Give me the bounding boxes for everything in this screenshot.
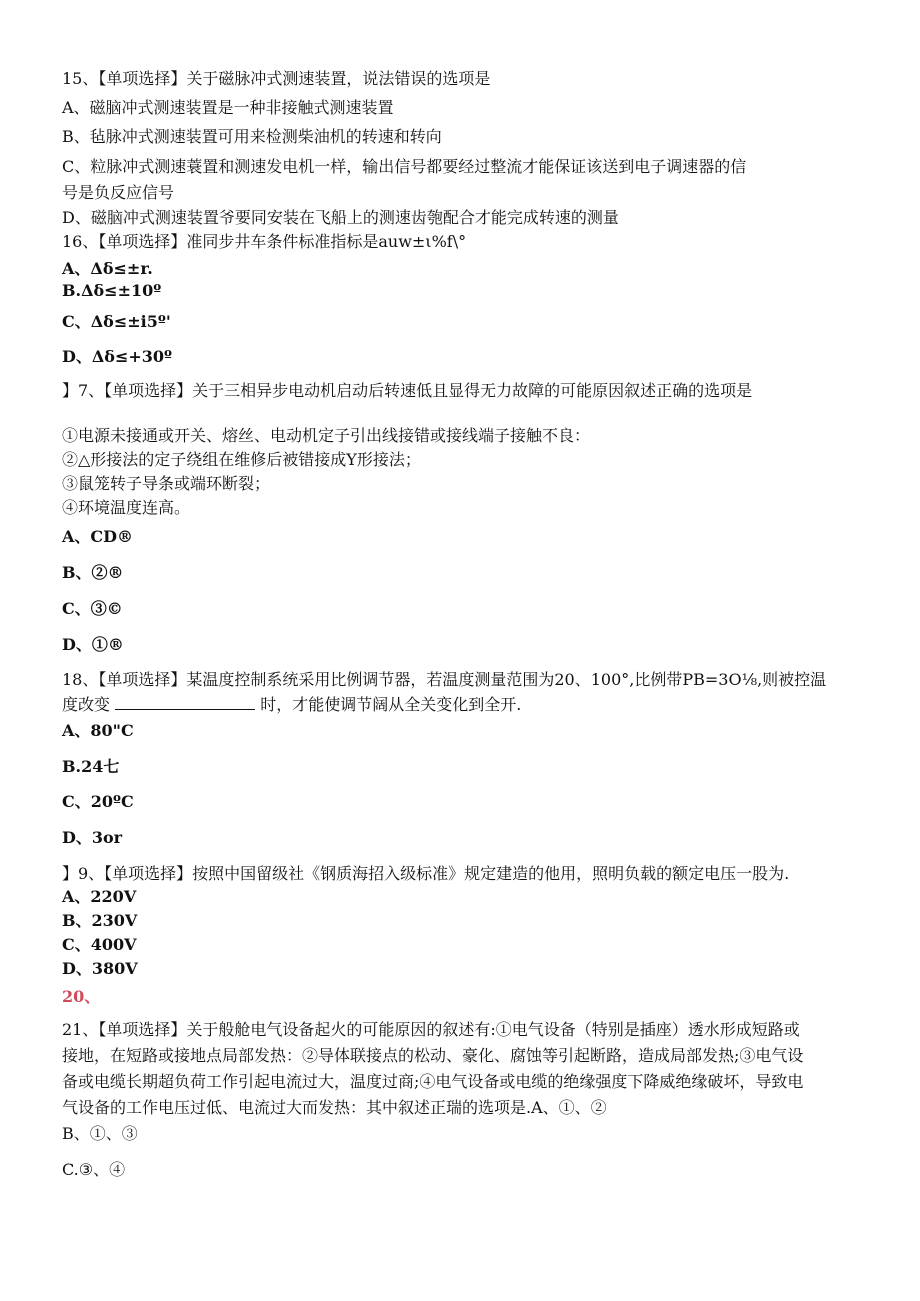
question-17-option-d: D、①® (62, 635, 124, 654)
question-15-stem: 15、【单项选择】关于磁脉冲式测速装置，说法错误的选项是 (62, 69, 491, 88)
question-15-option-b: B、毡脉冲式测速装置可用来检测柴油机的转速和转向 (62, 127, 442, 146)
question-18-stem-post: 时，才能使调节阔从全关变化到全开. (260, 695, 522, 714)
answer-blank (115, 695, 255, 710)
question-18-option-c: C、20ºC (62, 792, 134, 811)
question-21-stem-1: 21、【单项选择】关于般舱电气设备起火的可能原因的叙述有:①电气设备（特别是插座）透水形成短路或 (62, 1020, 800, 1039)
question-21-stem-2: 接地，在短路或接地点局部发热：②导体联接点的松动、豪化、腐蚀等引起断路，造成局部发热;③电气设 (62, 1046, 804, 1065)
question-15-option-a: A、磁脑冲式测速装置是一种非接触式测速装置 (62, 98, 394, 117)
question-19-option-a: A、220V (62, 887, 137, 906)
question-21-option-b: B、①、③ (62, 1124, 138, 1143)
question-19-option-c: C、400V (62, 935, 137, 954)
question-16-option-c: C、Δδ≤±i5º' (62, 312, 171, 331)
question-18-stem: 18、【单项选择】某温度控制系统采用比例调节器，若温度测量范围为20、100°,比例带PB=3O⅛,则被控温 (62, 670, 827, 689)
question-19-option-b: B、230V (62, 911, 138, 930)
question-21-option-c: C.③、④ (62, 1160, 126, 1179)
question-17-option-b: B、②® (62, 563, 124, 582)
question-16-option-b: B.Δδ≤±10º (62, 281, 162, 300)
question-16-option-d: D、Δδ≤+30º (62, 347, 173, 366)
question-17-statement-3: ③鼠笼转子导条或端环断裂； (62, 474, 271, 493)
question-18-stem-cont (62, 694, 521, 716)
question-15-option-d: D、磁脑冲式测速装置爷要同安装在飞船上的测速齿匏配合才能完成转速的测量 (62, 208, 619, 227)
question-21-stem-3: 备或电缆长期超负荷工作引起电流过大，温度过商;④电气设备或电缆的绝缘强度下降威绝缘破坏，导致电 (62, 1072, 804, 1091)
question-17-statement-4: ④环境温度连高。 (62, 498, 191, 517)
question-20-label: 20、 (62, 987, 101, 1006)
question-17-option-a: A、CD® (62, 527, 134, 546)
question-18-stem-pre: 度改变 (62, 695, 111, 714)
question-21-stem-4: 气设备的工作电压过低、电流过大而发热：其中叙述正瑞的选项是.A、①、② (62, 1098, 607, 1117)
question-18-option-d: D、3or (62, 828, 123, 847)
question-19-option-d: D、380V (62, 959, 138, 978)
question-17-option-c: C、③© (62, 599, 123, 618)
question-15-option-c-cont: 号是负反应信号 (62, 183, 175, 202)
question-18-option-b: B.24七 (62, 757, 120, 776)
question-17-stem: 】7、【单项选择】关于三相异步电动机启动后转速低且显得无力故障的可能原因叙述正确的选项是 (62, 381, 753, 400)
question-15-option-c: C、粒脉冲式测速蓑置和测速发电机一样，输出信号都要经过整流才能保证该送到电子调速器的信 (62, 157, 747, 176)
question-16-stem: 16、【单项选择】准同步井车条件标准指标是auw±ι%f\° (62, 232, 467, 251)
question-18-option-a: A、80"C (62, 721, 134, 740)
question-19-stem: 】9、【单项选择】按照中国留级社《钢质海招入级标准》规定建造的他用，照明负载的额定电压一股为. (62, 864, 790, 883)
question-16-option-a: A、Δδ≤±r. (62, 259, 153, 278)
question-17-statement-1: ①电源未接通或开关、熔丝、电动机定子引出线接错或接线端子接触不良： (62, 426, 591, 445)
question-17-statement-2: ②△形接法的定子绕组在维修后被错接成Y形接法； (62, 450, 421, 469)
